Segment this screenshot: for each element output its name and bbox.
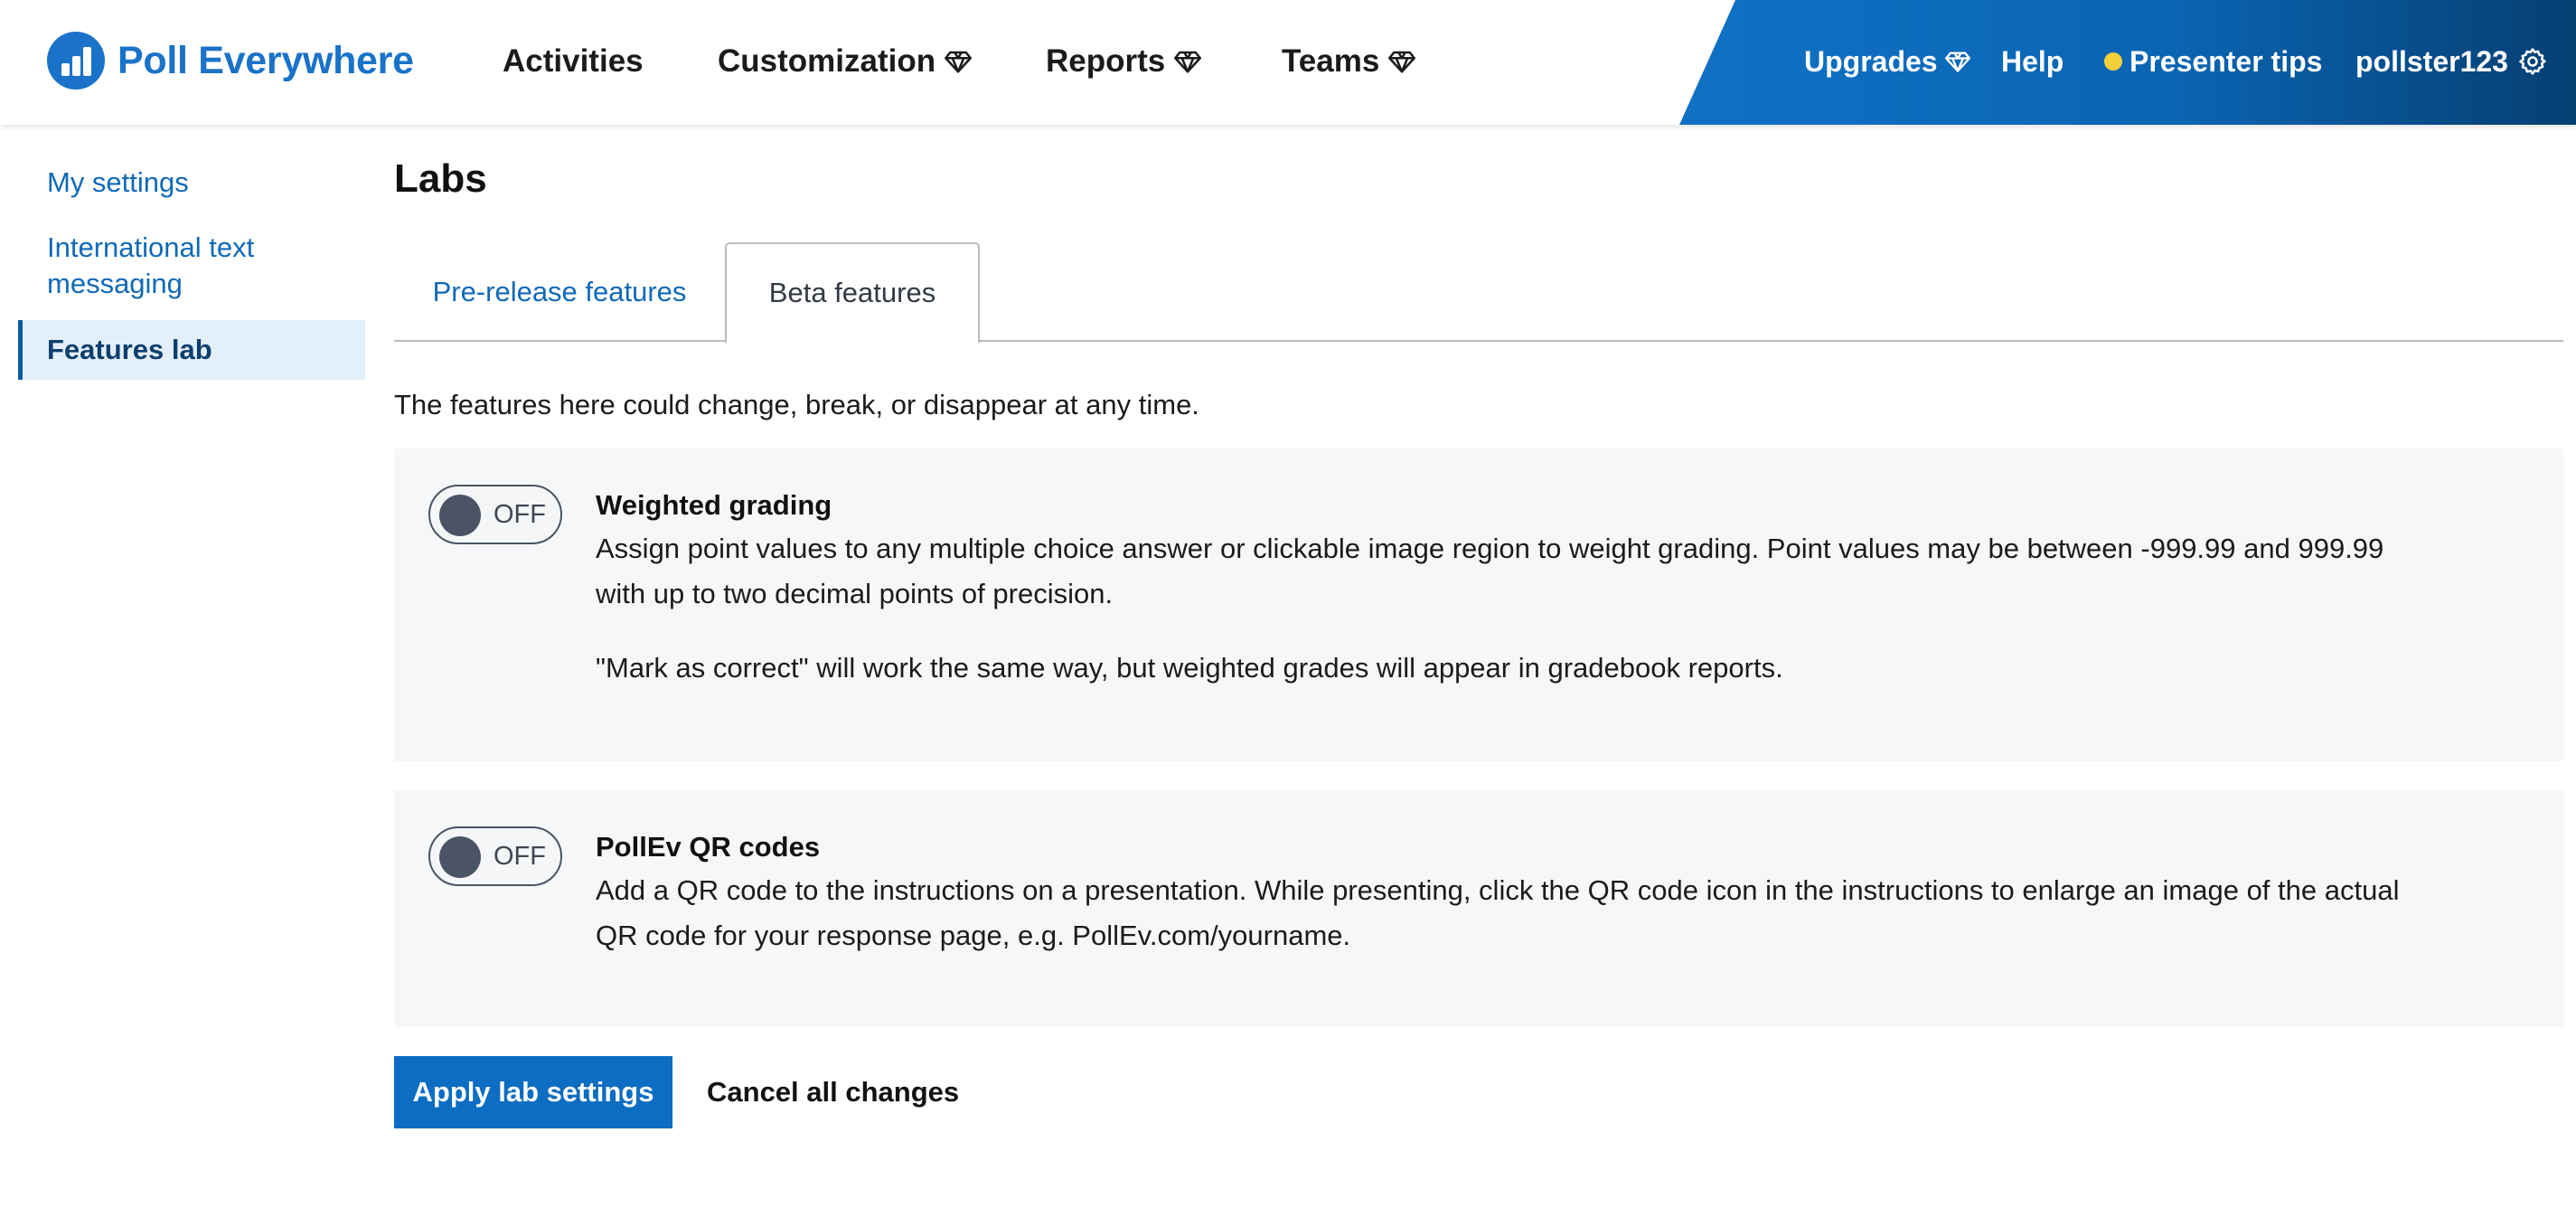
nav-activities[interactable]: [503, 38, 644, 85]
feature-body: [596, 485, 2421, 691]
upgrades-label: Upgrades: [1804, 44, 1938, 78]
feature-description: Add a QR code to the instructions on a presentation. While presenting, click the QR code icon in the instructions to enlarge an image of the actual QR code for your response page, e.g. PollEv.com/yourname.: [596, 874, 2400, 951]
help-link[interactable]: [2001, 38, 2064, 85]
nav-customization-label: Customization: [718, 43, 936, 79]
pollev-qr-codes-toggle[interactable]: [428, 826, 562, 886]
feature-card-pollev-qr-codes: [394, 790, 2563, 1027]
diamond-icon: [1945, 49, 1970, 74]
tab-beta-features[interactable]: [725, 242, 980, 344]
apply-lab-settings-button[interactable]: Apply lab settings: [394, 1056, 672, 1128]
toggle-knob: [439, 836, 481, 878]
feature-title: Weighted grading: [596, 489, 832, 521]
sidebar-item-international-text-messaging[interactable]: International text messaging: [47, 231, 255, 299]
nav-teams-label: Teams: [1282, 43, 1380, 79]
sidebar-item-my-settings[interactable]: My settings: [47, 166, 189, 198]
weighted-grading-toggle[interactable]: [428, 485, 562, 544]
labs-disclaimer: The features here could change, break, or disappear at any time.: [394, 389, 1199, 420]
page-title: Labs: [394, 156, 487, 201]
brand-logo-link[interactable]: [47, 29, 414, 92]
tab-beta-label: Beta features: [768, 277, 936, 308]
presenter-tips-link[interactable]: [2104, 38, 2322, 85]
feature-description: Assign point values to any multiple choice answer or clickable image region to weight grading. Point values may be between -999.99 and 999.99 with up to two decimal points of precision.: [596, 533, 2384, 609]
diamond-icon: [1174, 48, 1201, 75]
labs-tabs: [394, 242, 2563, 342]
top-navigation-bar: [0, 0, 2576, 125]
help-label: Help: [2001, 44, 2064, 78]
toggle-state-label: OFF: [494, 841, 546, 871]
dot-indicator-icon: [2104, 52, 2122, 71]
nav-activities-label: Activities: [503, 43, 644, 79]
toggle-knob: [439, 495, 481, 536]
sidebar-item-features-lab[interactable]: Features lab: [18, 320, 365, 380]
toggle-state-label: OFF: [494, 499, 546, 529]
gear-icon: [2517, 46, 2548, 77]
nav-customization[interactable]: [718, 38, 972, 85]
user-menu[interactable]: [2355, 38, 2548, 85]
cancel-all-changes-button[interactable]: Cancel all changes: [691, 1056, 975, 1128]
tab-pre-release-label: Pre-release features: [432, 276, 687, 307]
nav-reports-label: Reports: [1046, 43, 1166, 79]
bar-chart-logo-icon: [47, 32, 105, 90]
diamond-icon: [945, 48, 972, 75]
upgrades-link[interactable]: [1804, 38, 1970, 85]
brand-name: Poll Everywhere: [118, 38, 414, 82]
feature-note: "Mark as correct" will work the same way, but weighted grades will appear in gradebook reports.: [596, 652, 1783, 684]
feature-body: [596, 826, 2421, 958]
diamond-icon: [1388, 48, 1415, 75]
presenter-tips-label: Presenter tips: [2129, 44, 2323, 78]
nav-teams[interactable]: [1282, 38, 1415, 85]
feature-title: PollEv QR codes: [596, 831, 821, 863]
feature-card-weighted-grading: [394, 448, 2563, 761]
username: pollster123: [2355, 44, 2508, 78]
tab-pre-release-features[interactable]: [394, 242, 725, 342]
nav-reports[interactable]: [1046, 38, 1201, 85]
